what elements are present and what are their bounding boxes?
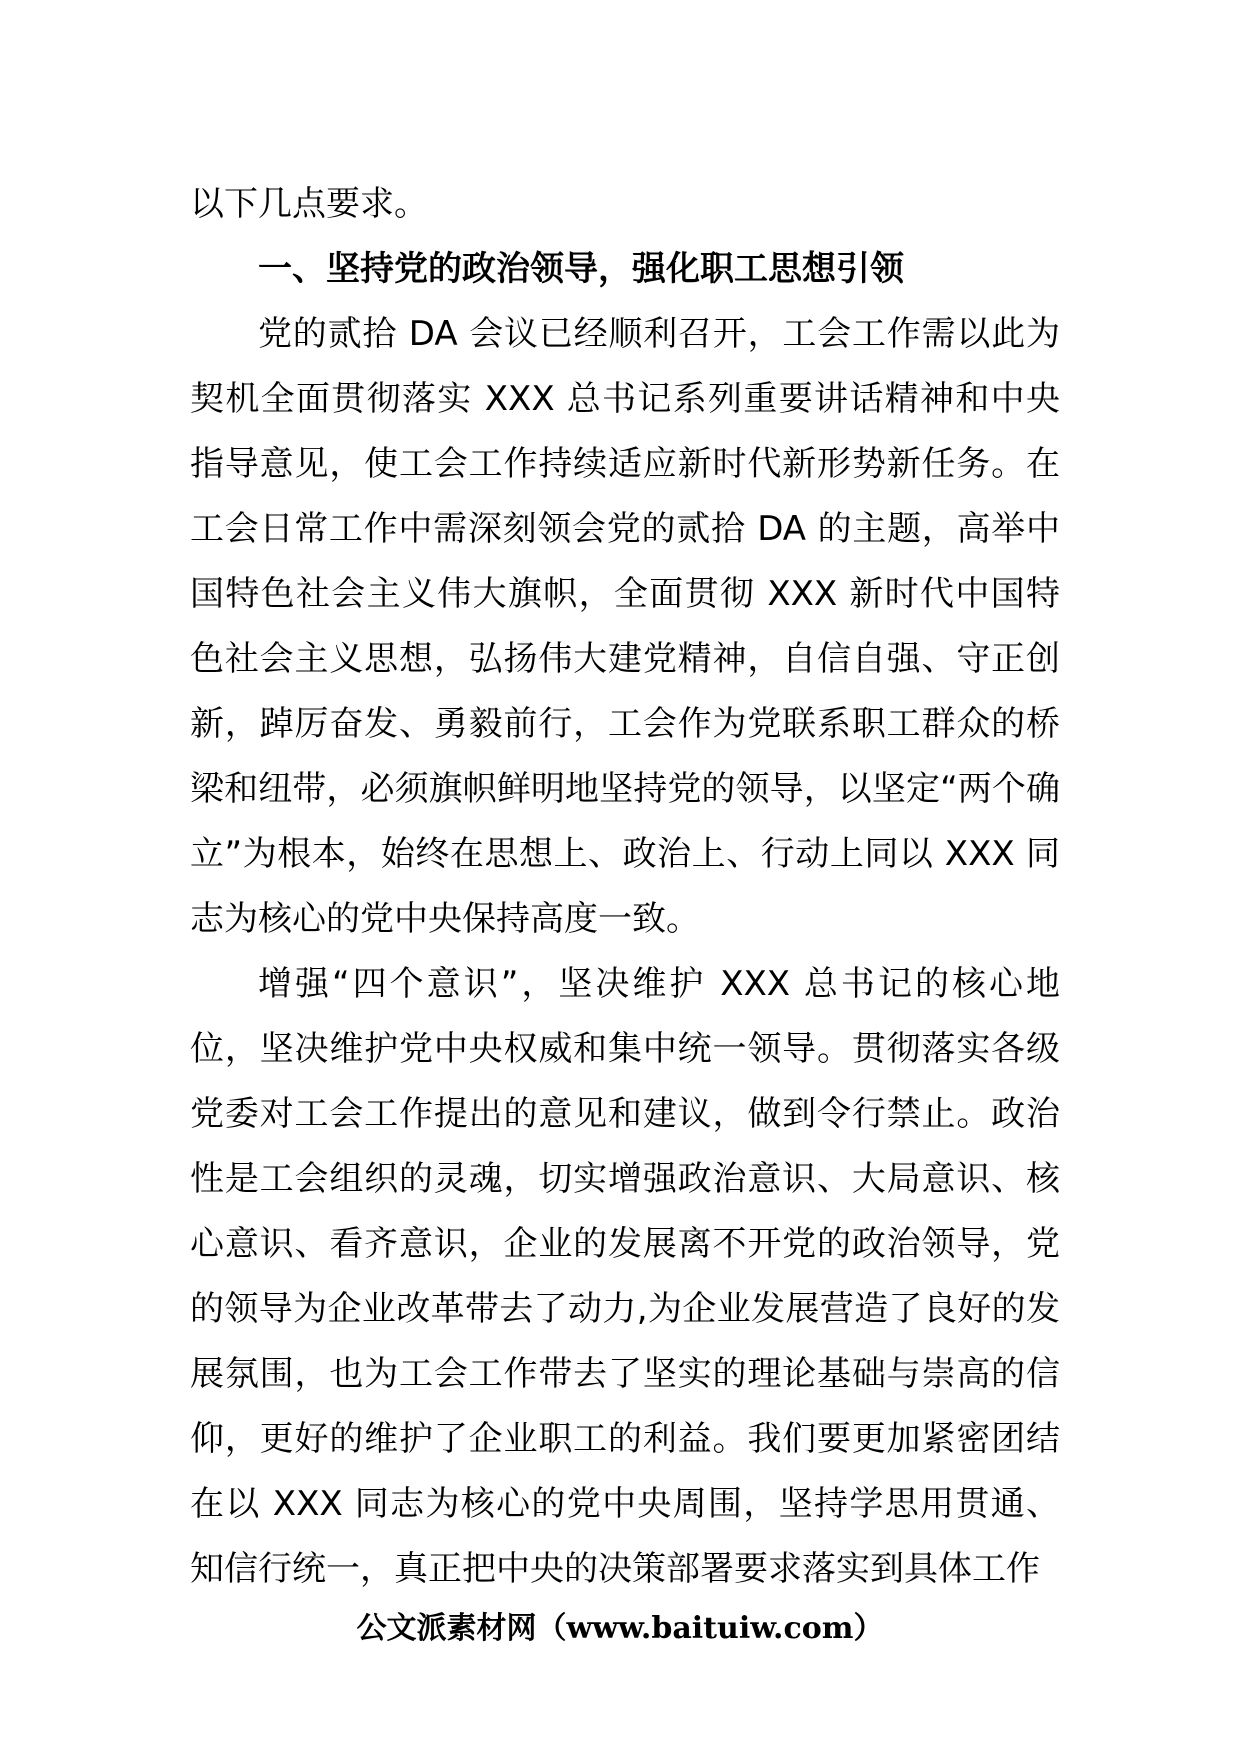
body-paragraph-1: 以下几点要求。 bbox=[190, 184, 428, 224]
section-heading: 一、坚持党的政治领导，强化职工思想引领 bbox=[258, 249, 904, 289]
document-body bbox=[190, 172, 1060, 1602]
body-paragraph-3: 增强“四个意识”，坚决维护 XXX 总书记的核心地位，坚决维护党中央权威和集中统一领导。贯彻落实各级党委对工会工作提出的意见和建议，做到令行禁止。政治性是工会组织的灵魂，切实增强政治意识、大局意识、核心意识、看齐意识，企业的发展离不开党的政治领导，党的领导为企业改革带去了动力,为企业发展营造了良好的发展氛围，也为工会工作带去了坚实的理论基础与崇高的信仰，更好的维护了企业职工的利益。我们要更加紧密团结在以 XXX 同志为核心的党中央周围，坚持学思用贯通、知信行统一，真正把中央的决策部署要求落实到具体工作 bbox=[190, 964, 1060, 1589]
footer-watermark: 公文派素材网（www.baituiw.com） bbox=[356, 1611, 884, 1646]
body-paragraph-2: 党的贰拾 DA 会议已经顺利召开，工会工作需以此为契机全面贯彻落实 XXX 总书记系列重要讲话精神和中央指导意见，使工会工作持续适应新时代新形势新任务。在工会日常工作中需深刻领会党的贰拾 DA 的主题，高举中国特色社会主义伟大旗帜，全面贯彻 XXX 新时代中国特色社会主义思想，弘扬伟大建党精神，自信自强、守正创新，踔厉奋发、勇毅前行，工会作为党联系职工群众的桥梁和纽带，必须旗帜鲜明地坚持党的领导，以坚定“两个确立”为根本，始终在思想上、政治上、行动上同以 XXX 同志为核心的党中央保持高度一致。 bbox=[190, 314, 1060, 939]
